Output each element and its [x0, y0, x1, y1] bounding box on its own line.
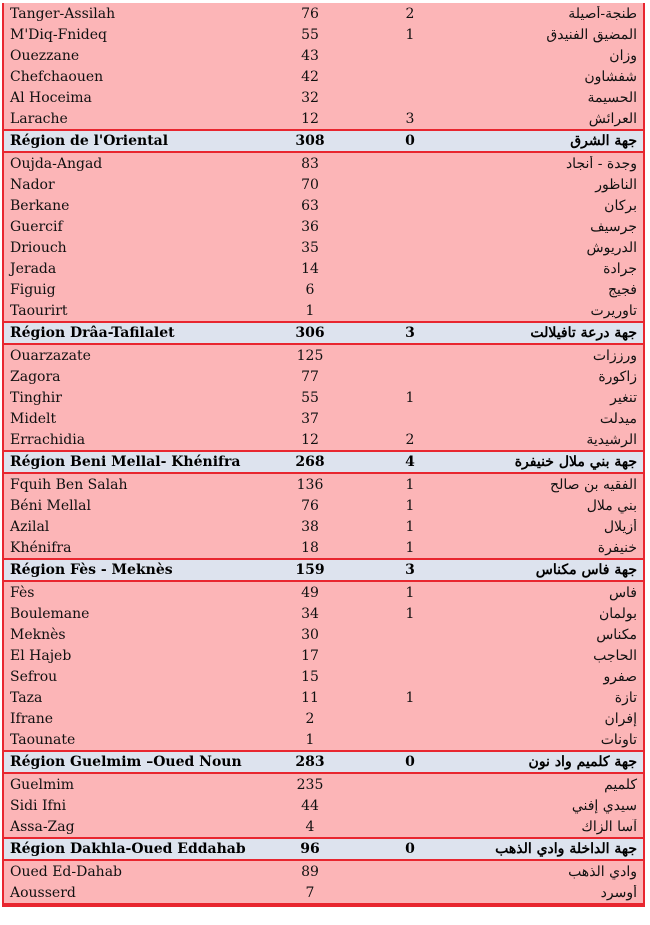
region-total: 308 [295, 133, 325, 149]
province-name-fr: Sefrou [10, 668, 58, 685]
province-cases: 18 [301, 539, 319, 556]
table-row [4, 45, 643, 66]
province-name-ar: الناظور [595, 176, 637, 193]
province-name-fr: Boulemane [10, 605, 90, 622]
table-row [4, 408, 643, 429]
province-group [4, 151, 643, 323]
province-cases: 12 [301, 110, 319, 127]
province-group [4, 859, 643, 905]
province-name-fr: Jerada [10, 260, 57, 277]
province-name-fr: Aousserd [10, 884, 76, 901]
province-cases: 49 [301, 584, 319, 601]
province-deaths: 1 [405, 476, 415, 493]
province-cases: 89 [301, 863, 319, 880]
province-name-fr: Ouezzane [10, 47, 80, 64]
province-name-ar: العرائش [588, 110, 637, 127]
region-header-row [4, 839, 643, 859]
province-name-fr: Tanger-Assilah [10, 5, 116, 22]
region-name-fr: Région Beni Mellal- Khénifra [10, 454, 241, 470]
province-name-fr: Béni Mellal [10, 497, 91, 514]
table-row [4, 882, 643, 903]
table-row [4, 174, 643, 195]
table-row [4, 495, 643, 516]
province-deaths: 1 [405, 539, 415, 556]
table-row [4, 195, 643, 216]
table-row [4, 87, 643, 108]
region-name-ar: جهة درعة تافيلالت [530, 325, 637, 341]
province-name-ar: سيدي إفني [571, 797, 637, 814]
province-name-ar: بركان [604, 197, 637, 214]
province-group [4, 343, 643, 452]
province-name-ar: إفران [604, 710, 637, 727]
region-name-ar: جهة كلميم واد نون [528, 754, 637, 770]
province-name-ar: صفرو [603, 668, 637, 685]
province-name-ar: فاس [608, 584, 637, 601]
province-cases: 32 [301, 89, 319, 106]
province-group [4, 3, 643, 131]
table-row [4, 345, 643, 366]
province-name-fr: Nador [10, 176, 55, 193]
province-cases: 44 [301, 797, 319, 814]
province-cases: 125 [296, 347, 324, 364]
table-row [4, 537, 643, 558]
table-row [4, 774, 643, 795]
province-name-ar: بني ملال [586, 497, 637, 514]
province-name-ar: كلميم [604, 776, 637, 793]
province-name-ar: جرادة [603, 260, 637, 277]
province-cases: 30 [301, 626, 319, 643]
province-cases: 76 [301, 5, 319, 22]
province-name-ar: وزان [609, 47, 637, 64]
province-deaths: 3 [405, 110, 415, 127]
province-deaths: 1 [405, 584, 415, 601]
region-deaths: 3 [405, 325, 415, 341]
province-name-fr: Taourirt [10, 302, 68, 319]
province-name-ar: تنغير [610, 389, 637, 406]
table-row [4, 624, 643, 645]
region-name-ar: جهة فاس مكناس [535, 562, 637, 578]
province-name-fr: Meknès [10, 626, 66, 643]
province-name-fr: Ifrane [10, 710, 54, 727]
province-name-fr: Sidi Ifni [10, 797, 67, 814]
province-name-ar: بولمان [598, 605, 637, 622]
region-total: 159 [295, 562, 325, 578]
table-row [4, 816, 643, 837]
province-name-ar: زاكورة [598, 368, 637, 385]
province-name-ar: المضيق الفنيدق [546, 26, 637, 43]
region-name-ar: جهة الشرق [570, 133, 637, 149]
cases-by-province-table [2, 3, 645, 907]
province-cases: 1 [305, 731, 315, 748]
province-deaths: 1 [405, 605, 415, 622]
table-row [4, 687, 643, 708]
province-cases: 6 [305, 281, 315, 298]
province-cases: 2 [305, 710, 315, 727]
table-row [4, 108, 643, 129]
table-row [4, 366, 643, 387]
province-group [4, 772, 643, 839]
province-cases: 63 [301, 197, 319, 214]
table-row [4, 3, 643, 24]
province-cases: 42 [301, 68, 319, 85]
province-cases: 38 [301, 518, 319, 535]
province-name-ar: الحاجب [593, 647, 637, 664]
province-name-ar: فجيج [608, 281, 637, 298]
province-name-fr: Assa-Zag [10, 818, 75, 835]
province-name-ar: جرسيف [590, 218, 637, 235]
province-name-ar: ميدلت [599, 410, 637, 427]
province-cases: 15 [301, 668, 319, 685]
region-header-row [4, 752, 643, 772]
province-name-ar: آسا الزاك [581, 818, 637, 835]
province-name-ar: الفقيه بن صالح [550, 476, 637, 493]
province-name-fr: Ouarzazate [10, 347, 91, 364]
province-cases: 76 [301, 497, 319, 514]
province-name-fr: Taounate [10, 731, 76, 748]
table-row [4, 666, 643, 687]
table-row [4, 387, 643, 408]
table-row [4, 582, 643, 603]
province-name-ar: وجدة - أنجاد [565, 155, 637, 172]
province-name-ar: أزيلال [603, 518, 637, 535]
table-row [4, 474, 643, 495]
region-deaths: 4 [405, 454, 415, 470]
province-name-ar: تازة [614, 689, 637, 706]
province-name-ar: أوسرد [600, 884, 637, 901]
province-name-fr: Figuig [10, 281, 56, 298]
region-deaths: 0 [405, 754, 415, 770]
region-deaths: 0 [405, 133, 415, 149]
table-row [4, 153, 643, 174]
region-total: 283 [295, 754, 325, 770]
province-name-fr: Fquih Ben Salah [10, 476, 128, 493]
province-name-ar: الرشيدية [586, 431, 637, 448]
province-cases: 14 [301, 260, 319, 277]
table-row [4, 603, 643, 624]
province-name-ar: الدريوش [586, 239, 637, 256]
region-name-ar: جهة الداخلة وادي الذهب [495, 841, 637, 857]
province-deaths: 1 [405, 497, 415, 514]
region-header-row [4, 560, 643, 580]
province-name-fr: Driouch [10, 239, 67, 256]
province-name-fr: Larache [10, 110, 68, 127]
province-cases: 4 [305, 818, 315, 835]
province-name-ar: مكناس [596, 626, 637, 643]
region-name-fr: Région Fès - Meknès [10, 562, 173, 578]
province-cases: 37 [301, 410, 319, 427]
province-name-ar: الحسيمة [587, 89, 637, 106]
province-name-fr: Berkane [10, 197, 70, 214]
table-row [4, 861, 643, 882]
region-name-ar: جهة بني ملال خنيفرة [514, 454, 637, 470]
table-row [4, 645, 643, 666]
province-name-fr: Errachidia [10, 431, 86, 448]
province-name-fr: Tinghir [10, 389, 62, 406]
province-cases: 70 [301, 176, 319, 193]
province-name-fr: Midelt [10, 410, 57, 427]
province-name-ar: طنجة-أصيلة [568, 5, 637, 22]
table-row [4, 24, 643, 45]
table-row [4, 300, 643, 321]
province-name-fr: Guelmim [10, 776, 74, 793]
table-row [4, 237, 643, 258]
province-deaths: 1 [405, 689, 415, 706]
province-name-fr: El Hajeb [10, 647, 72, 664]
province-name-ar: تاونات [600, 731, 637, 748]
province-group [4, 472, 643, 560]
province-cases: 136 [296, 476, 324, 493]
province-cases: 36 [301, 218, 319, 235]
table-row [4, 795, 643, 816]
province-name-fr: Zagora [10, 368, 61, 385]
table-row [4, 66, 643, 87]
region-name-fr: Région Guelmim –Oued Noun [10, 754, 242, 770]
province-cases: 35 [301, 239, 319, 256]
province-name-ar: وادي الذهب [568, 863, 637, 880]
province-cases: 77 [301, 368, 319, 385]
province-name-fr: Oujda-Angad [10, 155, 103, 172]
province-cases: 1 [305, 302, 315, 319]
table-row [4, 429, 643, 450]
province-name-fr: Al Hoceima [10, 89, 92, 106]
province-cases: 12 [301, 431, 319, 448]
table-row [4, 708, 643, 729]
province-cases: 11 [301, 689, 319, 706]
province-deaths: 2 [405, 5, 415, 22]
province-name-fr: Chefchaouen [10, 68, 104, 85]
region-header-row [4, 131, 643, 151]
province-cases: 7 [305, 884, 315, 901]
province-deaths: 1 [405, 26, 415, 43]
table-row [4, 279, 643, 300]
province-group [4, 580, 643, 752]
table-row [4, 258, 643, 279]
table-row [4, 216, 643, 237]
province-cases: 235 [296, 776, 324, 793]
province-name-fr: Fès [10, 584, 35, 601]
region-deaths: 3 [405, 562, 415, 578]
region-header-row [4, 323, 643, 343]
province-cases: 43 [301, 47, 319, 64]
province-cases: 34 [301, 605, 319, 622]
province-name-fr: Azilal [10, 518, 50, 535]
province-deaths: 1 [405, 389, 415, 406]
province-deaths: 1 [405, 518, 415, 535]
region-deaths: 0 [405, 841, 415, 857]
province-name-fr: Khénifra [10, 539, 72, 556]
region-name-fr: Région Drâa-Tafilalet [10, 325, 175, 341]
region-total: 268 [295, 454, 325, 470]
province-name-fr: Guercif [10, 218, 63, 235]
region-total: 306 [295, 325, 325, 341]
province-cases: 55 [301, 389, 319, 406]
province-name-ar: خنيفرة [597, 539, 637, 556]
province-name-fr: M'Diq-Fnideq [10, 26, 107, 43]
region-name-fr: Région de l'Oriental [10, 133, 169, 149]
province-name-fr: Taza [10, 689, 43, 706]
province-deaths: 2 [405, 431, 415, 448]
province-cases: 17 [301, 647, 319, 664]
region-header-row [4, 452, 643, 472]
table-row [4, 516, 643, 537]
region-name-fr: Région Dakhla-Oued Eddahab [10, 841, 246, 857]
province-name-ar: ورززات [592, 347, 637, 364]
province-name-ar: شفشاون [584, 68, 637, 85]
region-total: 96 [300, 841, 320, 857]
province-cases: 83 [301, 155, 319, 172]
province-name-ar: تاوريرت [590, 302, 637, 319]
province-name-fr: Oued Ed-Dahab [10, 863, 122, 880]
table-row [4, 729, 643, 750]
province-cases: 55 [301, 26, 319, 43]
